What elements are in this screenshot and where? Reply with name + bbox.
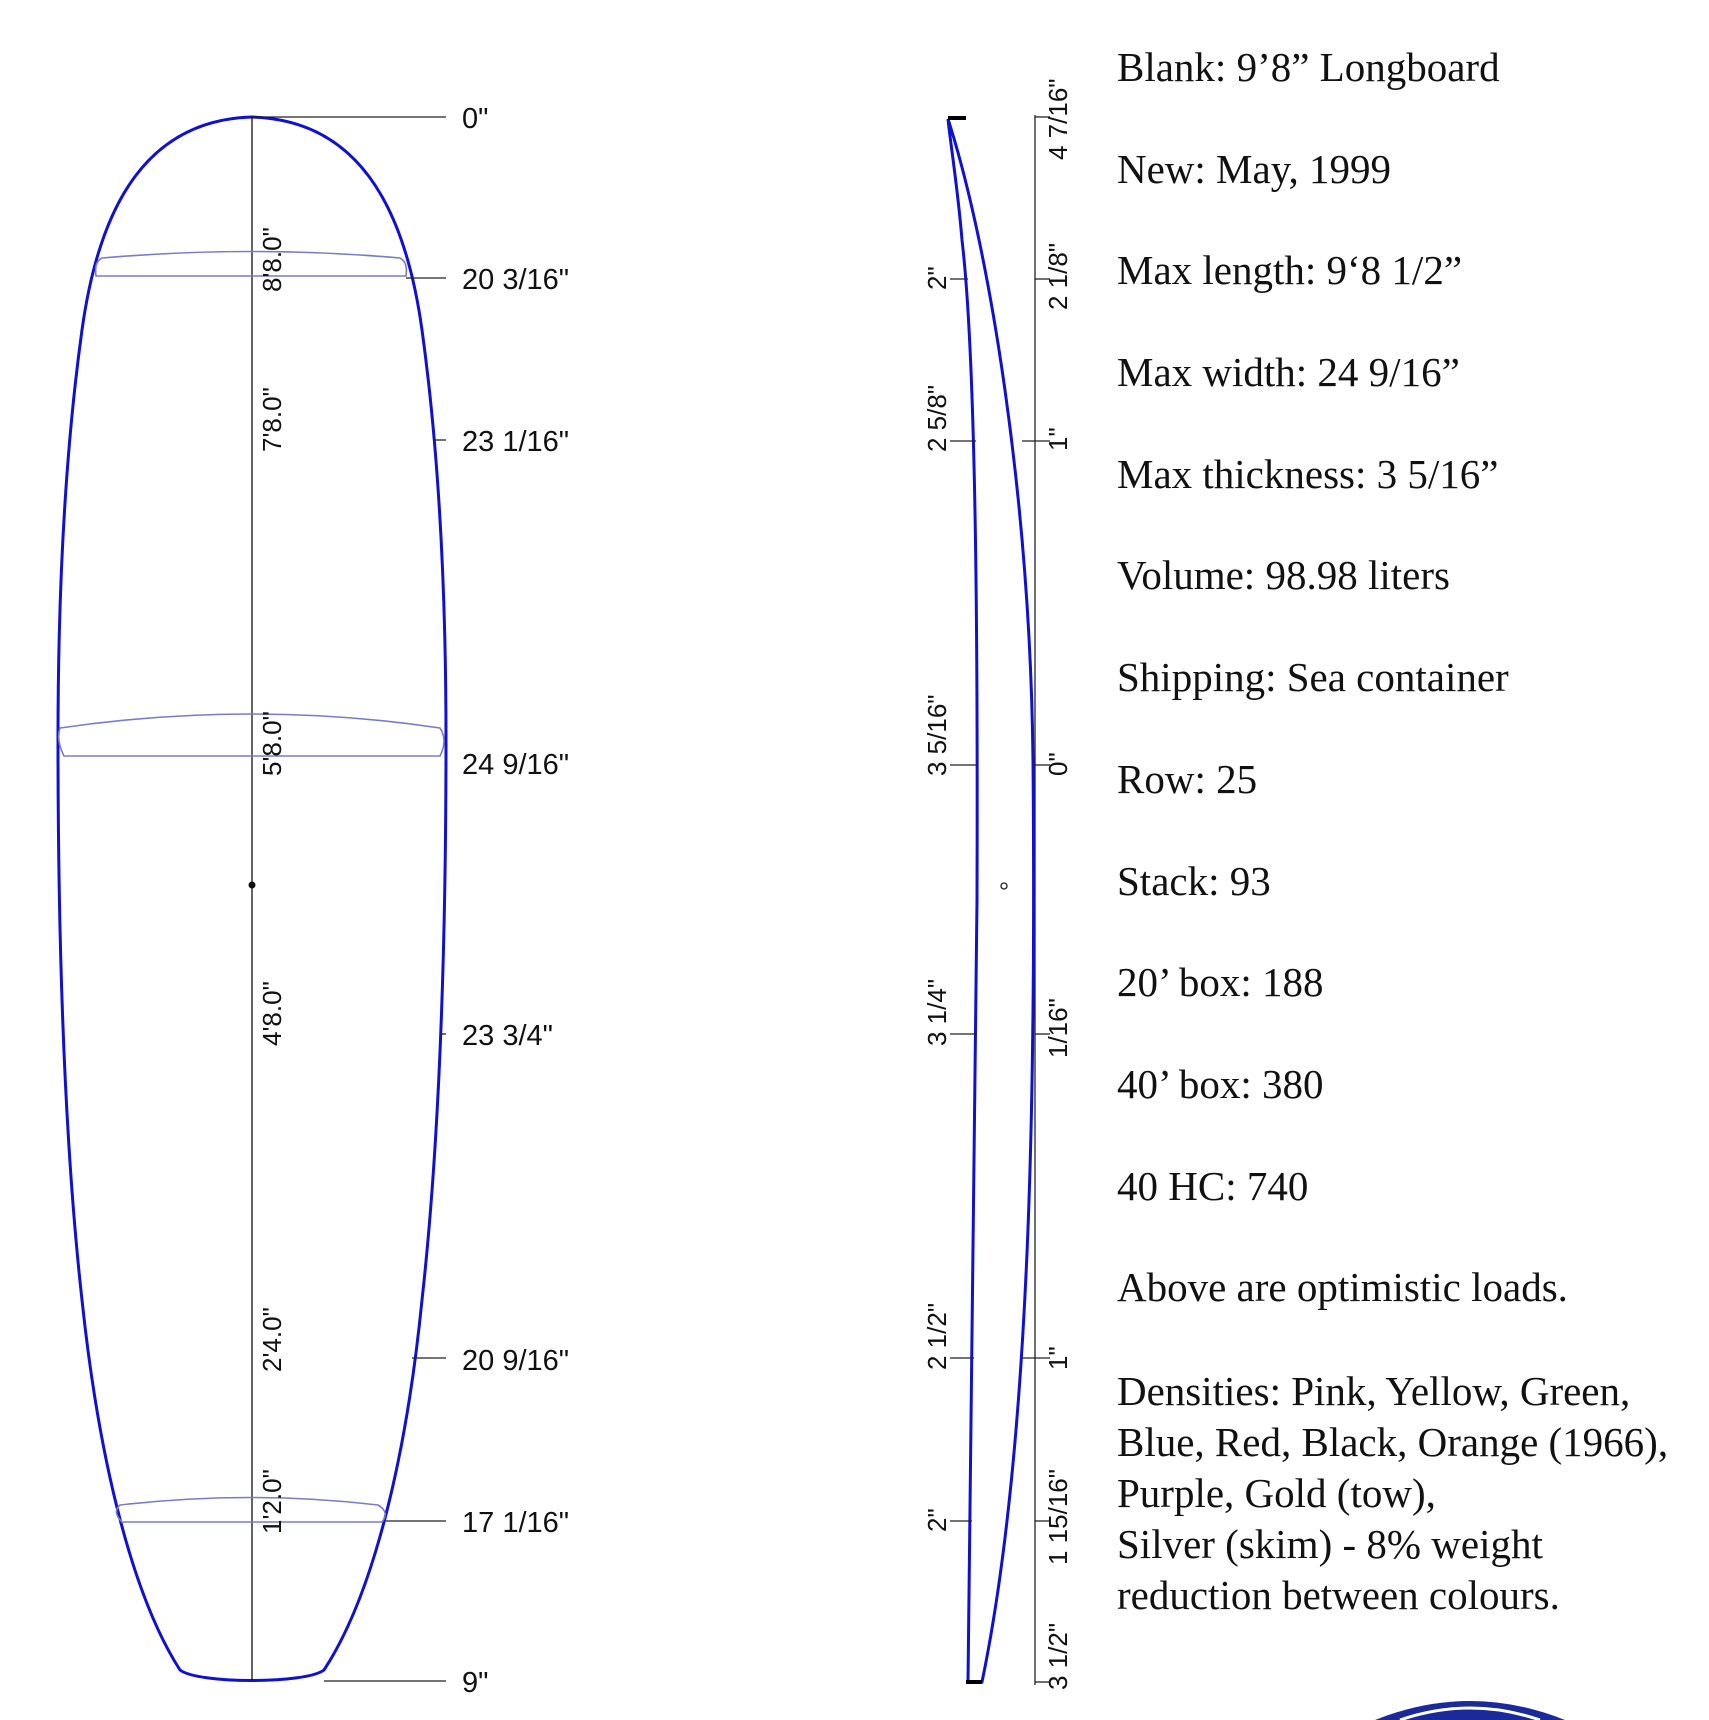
spec-blank: Blank: 9’8” Longboard [1117,44,1500,90]
spec-densities [1117,1366,1707,1621]
width-label-4: 23 3/4" [462,1020,553,1052]
deck-label-5: 1" [1043,1346,1073,1370]
spec-max-length: Max length: 9‘8 1/2” [1117,247,1463,294]
thick-label-1: 2 5/8" [922,384,952,452]
spec-loads-note: Above are optimistic loads. [1117,1264,1568,1311]
station-label-4: 2'4.0" [257,1307,287,1372]
deck-label-7: 3 1/2" [1043,1622,1073,1690]
cross-section-middle [59,714,444,756]
spec-new: New: May, 1999 [1117,145,1392,192]
cross-section-nose [96,252,407,277]
station-label-1: 7'8.0" [257,387,287,452]
densities-line-2: Blue, Red, Black, Orange (1966), [1117,1418,1669,1465]
profile-view [922,78,1073,1690]
deck-label-6: 1 15/16" [1043,1469,1073,1565]
width-label-3: 24 9/16" [462,749,570,781]
spec-sheet [1117,44,1707,1621]
thick-label-3: 3 1/4" [922,978,952,1046]
profile-center-mark [1001,883,1007,889]
width-label-6: 17 1/16" [462,1507,570,1539]
station-label-3: 4'8.0" [257,981,287,1046]
station-label-0: 8'8.0" [257,227,287,292]
thick-label-5: 2" [922,1508,952,1532]
deck-label-4: 1/16" [1043,998,1073,1058]
spec-volume: Volume: 98.98 liters [1117,552,1450,599]
width-label-5: 20 9/16" [462,1345,570,1377]
brand-logo-arc [1375,1701,1565,1720]
deck-label-3: 0" [1043,752,1073,776]
deck-label-2: 1" [1043,427,1073,451]
center-point [249,882,256,889]
cross-section-tail [116,1498,385,1523]
plan-view [58,103,569,1699]
spec-max-thickness: Max thickness: 3 5/16” [1117,450,1499,497]
densities-line-4: Silver (skim) - 8% weight [1117,1520,1543,1567]
spec-20-box: 20’ box: 188 [1117,959,1324,1006]
deck-label-0: 4 7/16" [1043,78,1073,160]
station-label-5: 1'2.0" [257,1469,287,1534]
spec-stack: Stack: 93 [1117,857,1271,904]
spec-shipping: Shipping: Sea container [1117,654,1509,701]
deck-label-1: 2 1/8" [1043,242,1073,310]
width-label-7: 9" [462,1667,489,1699]
width-label-0: 0" [462,103,489,135]
width-label-2: 23 1/16" [462,426,570,458]
spec-40-hc: 40 HC: 740 [1117,1162,1309,1209]
spec-max-width: Max width: 24 9/16” [1117,349,1460,396]
brand-logo [1370,1690,1570,1720]
densities-line-1: Densities: Pink, Yellow, Green, [1117,1367,1631,1414]
thick-label-2: 3 5/16" [922,694,952,776]
densities-line-3: Purple, Gold (tow), [1117,1469,1436,1516]
station-label-2: 5'8.0" [257,711,287,776]
profile-outline [948,119,1034,1682]
thick-label-0: 2" [922,266,952,290]
thick-label-4: 2 1/2" [922,1302,952,1370]
width-label-1: 20 3/16" [462,264,570,296]
densities-line-5: reduction between colours. [1117,1571,1560,1618]
spec-40-box: 40’ box: 380 [1117,1060,1324,1107]
spec-row: Row: 25 [1117,755,1258,802]
